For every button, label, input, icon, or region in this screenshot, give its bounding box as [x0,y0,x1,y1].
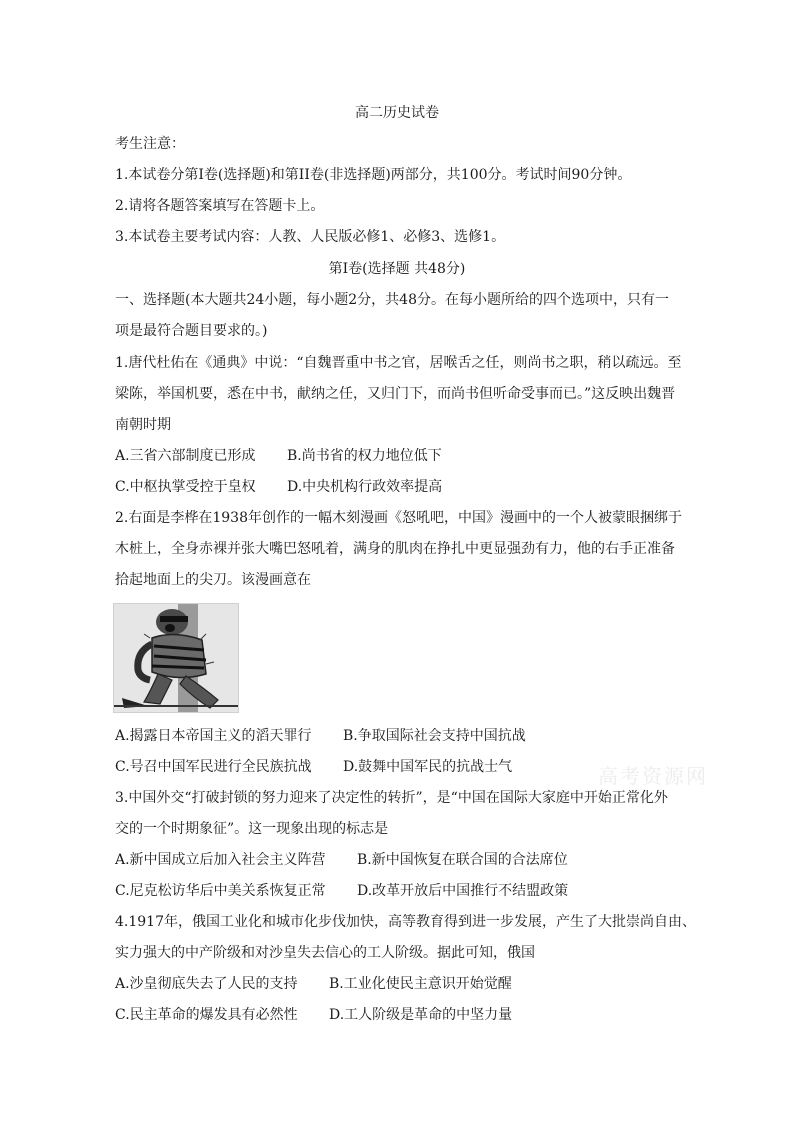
question-1-stem: 1.唐代杜佑在《通典》中说：“自魏晋重中书之官，居喉舌之任，则尚书之职，稍以疏远。至 [115,355,682,371]
question-2-option-c[interactable]: C.号召中国军民进行全民族抗战 [115,759,312,775]
section-intro-line: 一、选择题(本大题共24小题，每小题2分，共48分。在每小题所给的四个选项中，只有一 [115,292,669,308]
question-4-option-c[interactable]: C.民主革命的爆发具有必然性 [115,1007,298,1023]
question-2-option-a[interactable]: A.揭露日本帝国主义的滔天罪行 [115,728,312,744]
question-1-option-a[interactable]: A.三省六部制度已形成 [115,448,256,464]
question-3-stem: 3.中国外交“打破封锁的努力迎来了决定性的转折”，是“中国在国际大家庭中开始正常化外 [115,790,668,806]
question-4-option-b[interactable]: B.工业化使民主意识开始觉醒 [329,976,512,992]
exam-title: 高二历史试卷 [355,105,439,121]
question-2-option-b[interactable]: B.争取国际社会支持中国抗战 [343,728,526,744]
question-3-option-b[interactable]: B.新中国恢复在联合国的合法席位 [357,852,568,868]
notice-item: 1.本试卷分第I卷(选择题)和第II卷(非选择题)两部分，共100分。考试时间90分钟。 [115,167,632,183]
question-1-option-c[interactable]: C.中枢执掌受控于皇权 [115,479,256,495]
question-2-stem: 2.右面是李桦在1938年创作的一幅木刻漫画《怒吼吧，中国》漫画中的一个人被蒙眼捆绑于 [115,510,682,526]
question-1-option-b[interactable]: B.尚书省的权力地位低下 [287,448,442,464]
question-2-stem: 拾起地面上的尖刀。该漫画意在 [115,572,311,588]
notice-item: 3.本试卷主要考试内容：人教、人民版必修1、必修3、选修1。 [115,229,506,245]
section-intro-line: 项是最符合题目要求的。) [115,323,268,339]
question-2-option-d[interactable]: D.鼓舞中国军民的抗战士气 [343,759,513,775]
question-3-option-c[interactable]: C.尼克松访华后中美关系恢复正常 [115,883,326,899]
question-1-stem: 梁陈，举国机要，悉在中书，献纳之任，又归门下，而尚书但听命受事而已。”这反映出魏晋 [115,386,676,402]
question-1-stem: 南朝时期 [115,417,171,433]
question-3-option-d[interactable]: D.改革开放后中国推行不结盟政策 [357,883,569,899]
notice-item: 2.请将各题答案填写在答题卡上。 [115,198,325,214]
question-4-stem: 4.1917年，俄国工业化和城市化步伐加快，高等教育得到进一步发展，产生了大批崇尚自由、 [115,914,696,930]
section-title: 第I卷(选择题 共48分) [328,261,466,277]
question-1-option-d[interactable]: D.中央机构行政效率提高 [287,479,443,495]
woodcut-cartoon-image [113,603,239,713]
question-4-option-a[interactable]: A.沙皇彻底失去了人民的支持 [115,976,298,992]
question-3-option-a[interactable]: A.新中国成立后加入社会主义阵营 [115,852,326,868]
question-2-stem: 木桩上，全身赤裸并张大嘴巴怒吼着，满身的肌肉在挣扎中更显强劲有力，他的右手正准备 [115,541,675,557]
woodcut-illustration [114,604,238,712]
question-4-option-d[interactable]: D.工人阶级是革命的中坚力量 [329,1007,513,1023]
question-4-stem: 实力强大的中产阶级和对沙皇失去信心的工人阶级。据此可知，俄国 [115,945,535,961]
question-3-stem: 交的一个时期象征”。这一现象出现的标志是 [115,821,389,837]
watermark: 高考资源网 [598,764,708,788]
notice-heading: 考生注意： [115,136,185,152]
